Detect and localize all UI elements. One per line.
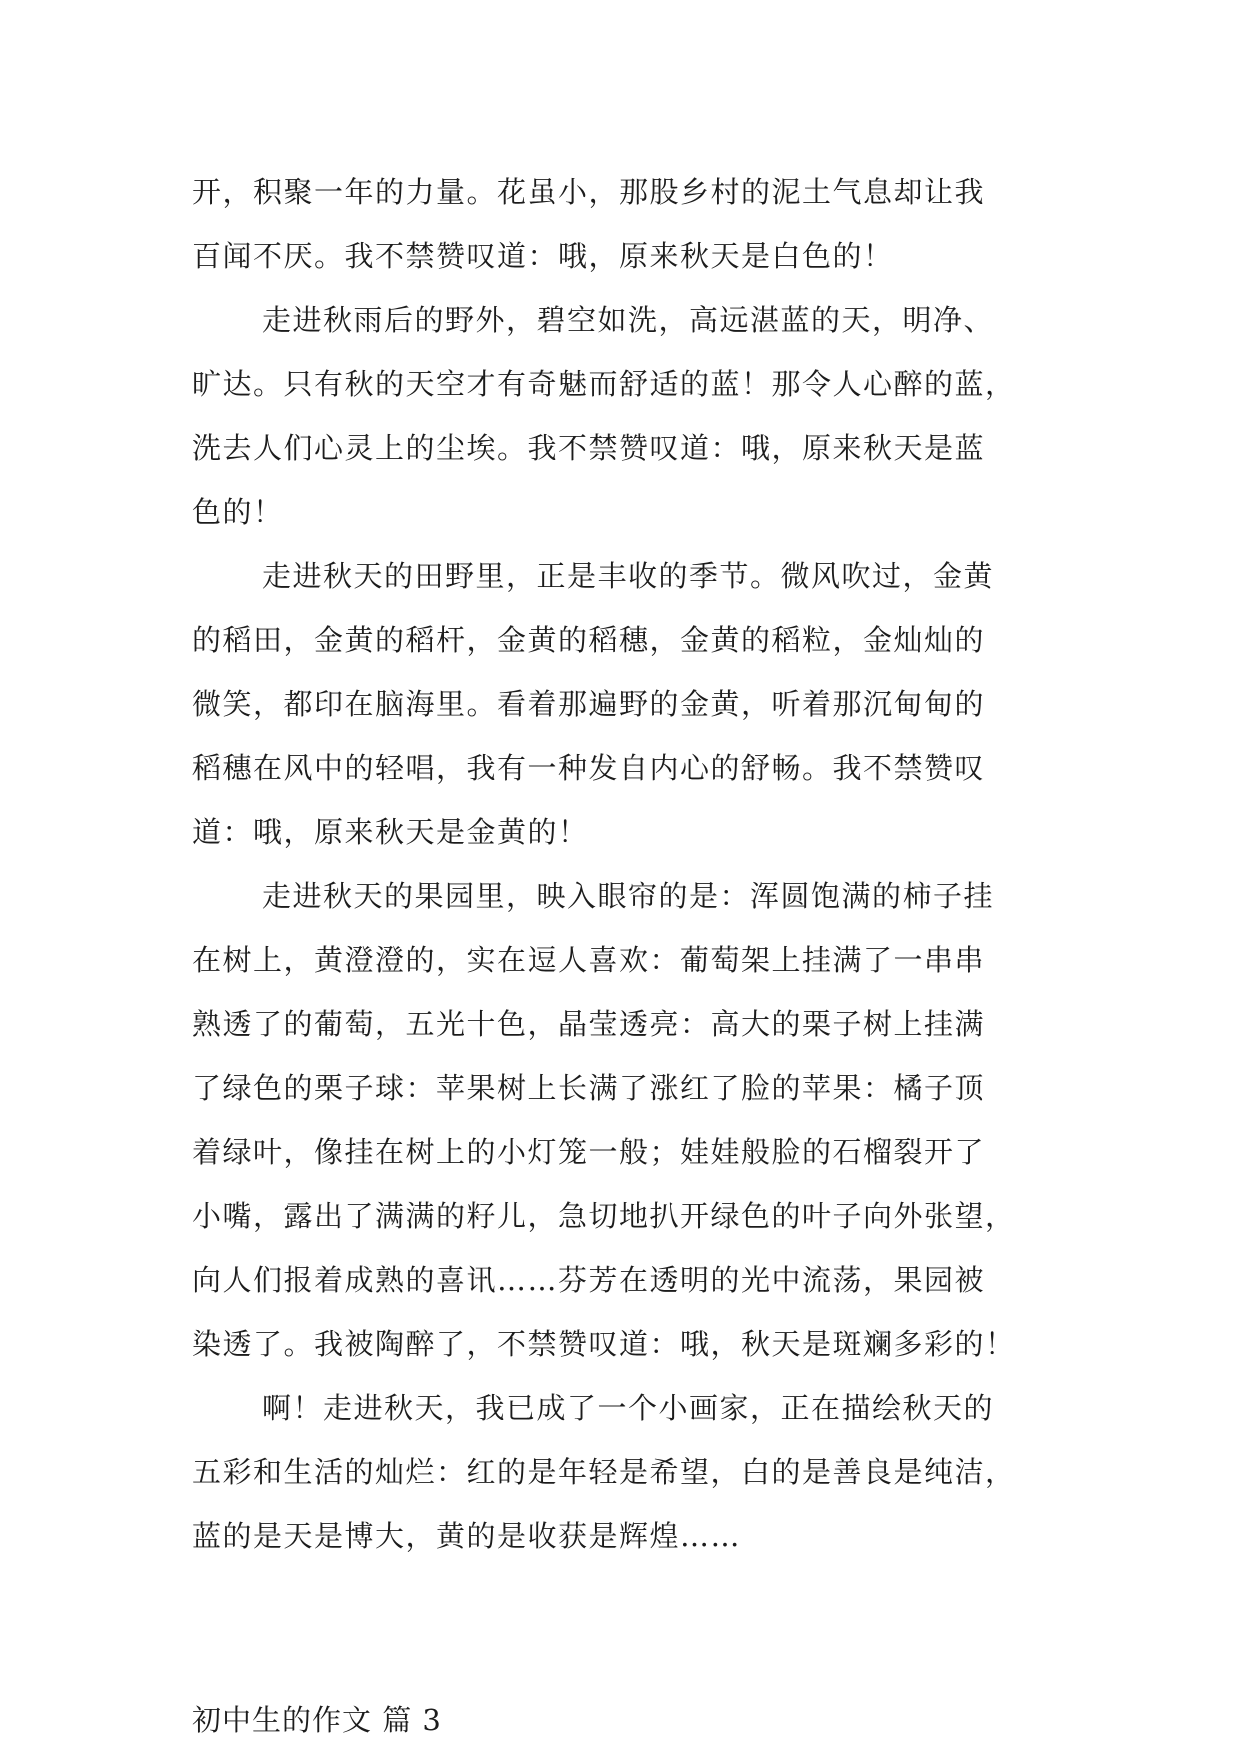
text-line: 旷达。只有秋的天空才有奇魅而舒适的蓝！那令人心醉的蓝，: [192, 367, 1016, 401]
text-line: 色的！: [192, 495, 284, 529]
text-line: 道：哦，原来秋天是金黄的！: [192, 815, 589, 849]
text-line: 了绿色的栗子球：苹果树上长满了涨红了脸的苹果：橘子顶: [192, 1071, 986, 1105]
paragraph-golden: [192, 544, 1072, 864]
text-line: 百闻不厌。我不禁赞叹道：哦，原来秋天是白色的！: [192, 239, 894, 273]
text-line: 在树上，黄澄澄的，实在逗人喜欢：葡萄架上挂满了一串串: [192, 943, 986, 977]
text-line: 稻穗在风中的轻唱，我有一种发自内心的舒畅。我不禁赞叹: [192, 751, 986, 785]
text-line: 啊！走进秋天，我已成了一个小画家，正在描绘秋天的: [262, 1391, 995, 1425]
text-line: 洗去人们心灵上的尘埃。我不禁赞叹道：哦，原来秋天是蓝: [192, 431, 986, 465]
text-line: 的稻田，金黄的稻杆，金黄的稻穗，金黄的稻粒，金灿灿的: [192, 623, 986, 657]
text-line: 走进秋天的果园里，映入眼帘的是：浑圆饱满的柿子挂: [262, 879, 995, 913]
text-line: 微笑，都印在脑海里。看着那遍野的金黄，听着那沉甸甸的: [192, 687, 986, 721]
paragraph-blue: [192, 288, 1072, 544]
text-line: 开，积聚一年的力量。花虽小，那股乡村的泥土气息却让我: [192, 175, 986, 209]
text-line: 走进秋天的田野里，正是丰收的季节。微风吹过，金黄: [262, 559, 995, 593]
paragraph-conclusion: [192, 1376, 1072, 1568]
text-line: 小嘴，露出了满满的籽儿，急切地扒开绿色的叶子向外张望，: [192, 1199, 1016, 1233]
text-line: 着绿叶，像挂在树上的小灯笼一般；娃娃般脸的石榴裂开了: [192, 1135, 986, 1169]
text-line: 五彩和生活的灿烂：红的是年轻是希望，白的是善良是纯洁，: [192, 1455, 1016, 1489]
paragraph-white: [192, 160, 1072, 288]
section-heading: 初中生的作文 篇 3: [192, 1703, 442, 1737]
document-body: [192, 160, 1072, 1752]
text-line: 向人们报着成熟的喜讯……芬芳在透明的光中流荡，果园被: [192, 1263, 986, 1297]
section-spacer: [192, 1568, 1072, 1688]
text-line: 走进秋雨后的野外，碧空如洗，高远湛蓝的天，明净、: [262, 303, 995, 337]
text-line: 染透了。我被陶醉了，不禁赞叹道：哦，秋天是斑斓多彩的！: [192, 1327, 1016, 1361]
paragraph-orchard: [192, 864, 1072, 1376]
text-line: 蓝的是天是博大，黄的是收获是辉煌……: [192, 1519, 742, 1553]
text-line: 熟透了的葡萄，五光十色，晶莹透亮：高大的栗子树上挂满: [192, 1007, 986, 1041]
